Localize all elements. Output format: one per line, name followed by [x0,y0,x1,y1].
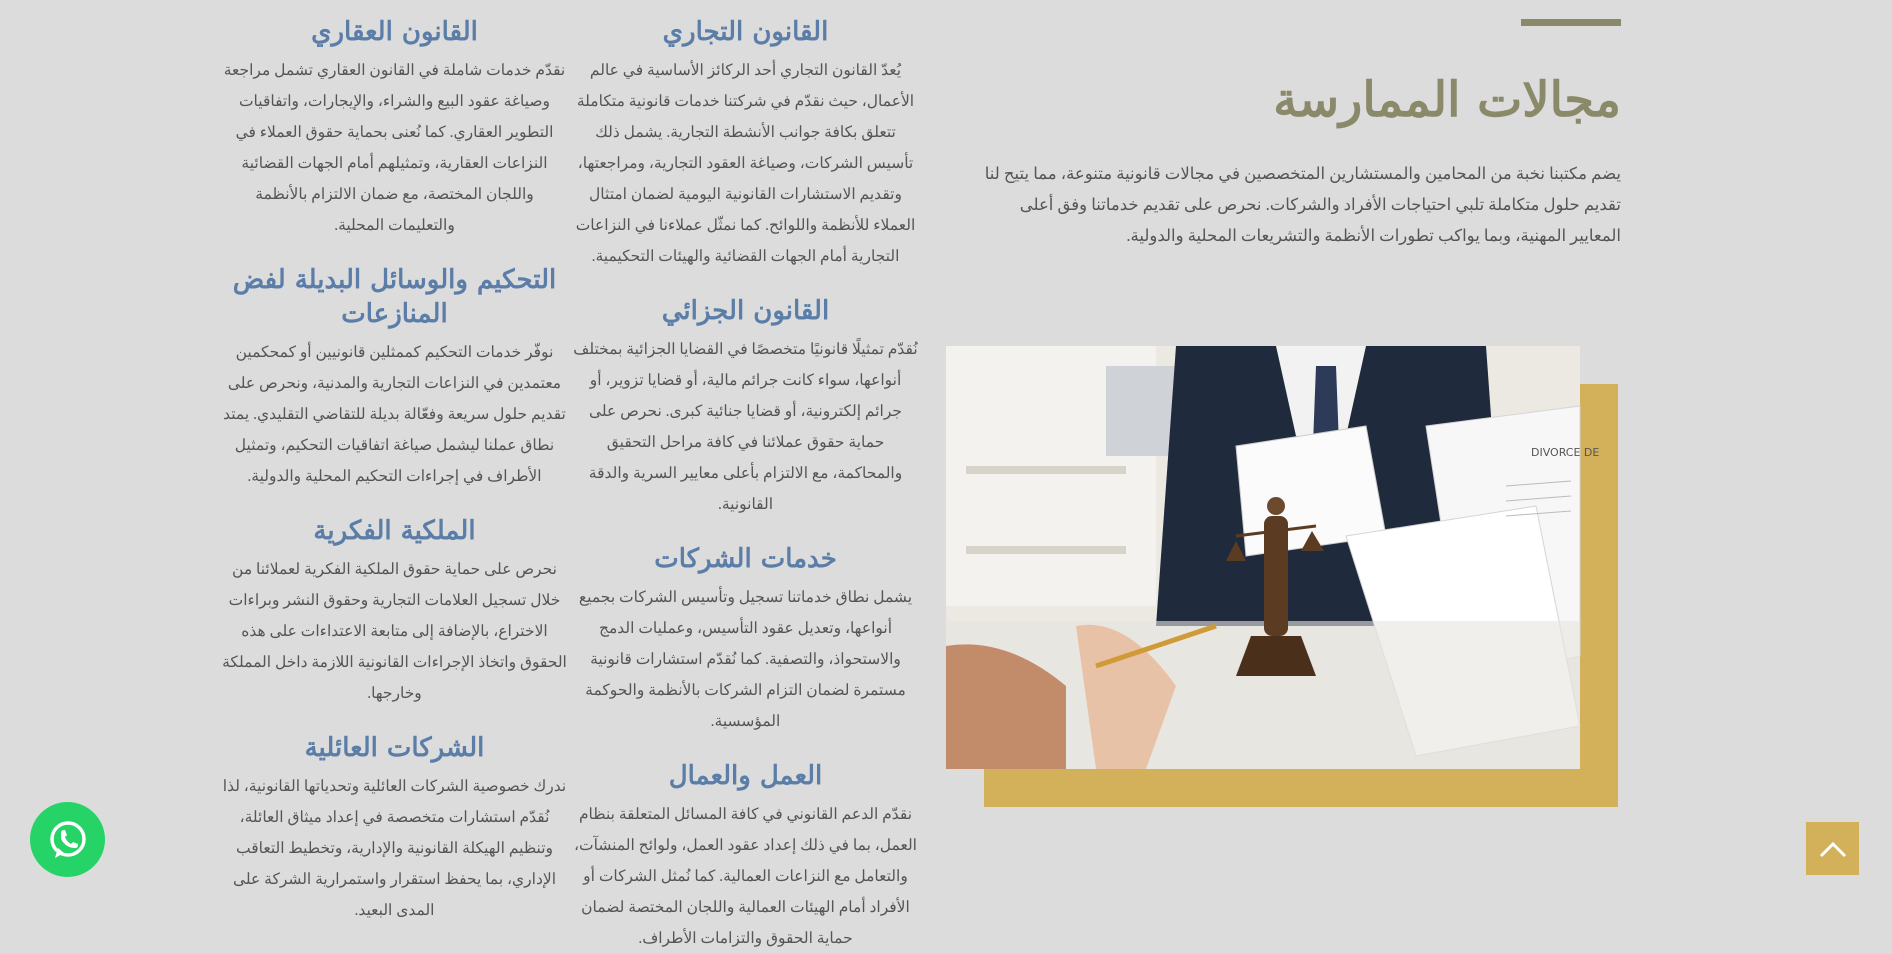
back-to-top-button[interactable] [1806,822,1859,875]
service-description: نحرص على حماية حقوق الملكية الفكرية لعملائنا من خلال تسجيل العلامات التجارية وحقوق النشر وبراءات الاختراع، بالإضافة إلى متابعة الاعتداءات على هذه الحقوق واتخاذ الإجراءات القانونية اللازمة داخل المملكة وخارجها. [222,561,567,702]
service-description: نقدّم خدمات شاملة في القانون العقاري تشمل مراجعة وصياغة عقود البيع والشراء، والإيجارات، واتفاقيات التطوير العقاري. كما نُعنى بحماية حقوق العملاء في النزاعات العقارية، وتمثيلهم أمام الجهات القضائية واللجان المختصة، مع ضمان الالتزام بالأنظمة والتعليمات المحلية. [223,62,566,234]
heading-accent-line [1521,19,1621,26]
service-title: خدمات الشركات [654,544,837,574]
service-card-intellectual-property [222,514,567,709]
whatsapp-button[interactable] [30,802,105,877]
section-heading: مجالات الممارسة [1273,72,1621,128]
service-card-family-business [222,731,567,926]
service-card-arbitration [222,263,567,492]
services-column-1 [573,15,918,954]
practice-image [946,346,1600,769]
service-description: نُقدّم تمثيلًا قانونيًا متخصصًا في القضايا الجزائية بمختلف أنواعها، سواء كانت جرائم مالية، أو قضايا تزوير، أو جرائم إلكترونية، أو قضايا جنائية كبرى. نحرص على حماية حقوق عملائنا في كافة مراحل التحقيق والمحاكمة، مع الالتزام بأعلى معايير السرية والدقة القانونية. [573,341,918,513]
service-title: التحكيم والوسائل البديلة لفض المنازعات [232,265,557,329]
service-title: الملكية الفكرية [313,516,476,546]
service-title: القانون الجزائي [661,296,830,326]
service-description: ندرك خصوصية الشركات العائلية وتحدياتها القانونية، لذا نُقدّم استشارات متخصصة في إعداد ميثاق العائلة، وتنظيم الهيكلة القانونية والإدارية، وتخطيط التعاقب الإداري، بما يحفظ استقرار واستمرارية الشركة على المدى البعيد. [222,778,567,919]
service-title: الشركات العائلية [304,733,485,763]
service-card-corporate-services [573,542,918,737]
whatsapp-icon [46,818,90,862]
lawyer-illustration [946,346,1600,769]
chevron-up-icon [1818,839,1848,859]
section-intro: يضم مكتبنا نخبة من المحامين والمستشارين المتخصصين في مجالات قانونية متنوعة، مما يتيح لنا تقديم حلول متكاملة تلبي احتياجات الأفراد والشركات. نحرص على تقديم خدماتنا وفق أعلى المعايير المهنية، وبما يواكب تطورات الأنظمة والتشريعات المحلية والدولية. [984,164,1621,245]
service-description: نقدّم الدعم القانوني في كافة المسائل المتعلقة بنظام العمل، بما في ذلك إعداد عقود العمل، ولوائح المنشآت، والتعامل مع النزاعات العمالية. كما نُمثل الشركات أو الأفراد أمام الهيئات العمالية واللجان المختصة لضمان حماية الحقوق والتزامات الأطراف. [574,806,917,947]
service-card-real-estate-law [222,15,567,241]
service-description: نوفّر خدمات التحكيم كممثلين قانونيين أو كمحكمين معتمدين في النزاعات التجارية والمدنية، ونحرص على تقديم حلول سريعة وفعّالة بديلة للتقاضي التقليدي. يمتد نطاق عملنا ليشمل صياغة اتفاقيات التحكيم، وتمثيل الأطراف في إجراءات التحكيم المحلية والدولية. [223,344,566,485]
services-column-2 [222,15,567,926]
service-title: القانون العقاري [311,17,478,47]
document-label: DIVORCE DE [1531,446,1600,459]
service-description: يُعدّ القانون التجاري أحد الركائز الأساسية في عالم الأعمال، حيث نقدّم في شركتنا خدمات قانونية متكاملة تتعلق بكافة جوانب الأنشطة التجارية. يشمل ذلك تأسيس الشركات، وصياغة العقود التجارية، ومراجعتها، وتقديم الاستشارات القانونية اليومية لضمان امتثال العملاء للأنظمة واللوائح. كما نمثّل عملاءنا في النزاعات التجارية أمام الجهات القضائية والهيئات التحكيمية. [575,62,916,265]
service-card-labor-law [573,759,918,954]
service-card-commercial-law [573,15,918,272]
service-title: العمل والعمال [668,761,823,791]
service-description: يشمل نطاق خدماتنا تسجيل وتأسيس الشركات بجميع أنواعها، وتعديل عقود التأسيس، وعمليات الدمج والاستحواذ، والتصفية. كما نُقدّم استشارات قانونية مستمرة لضمان التزام الشركات بالأنظمة والحوكمة المؤسسية. [578,589,913,730]
service-title: القانون التجاري [662,17,829,47]
service-card-criminal-law [573,294,918,520]
